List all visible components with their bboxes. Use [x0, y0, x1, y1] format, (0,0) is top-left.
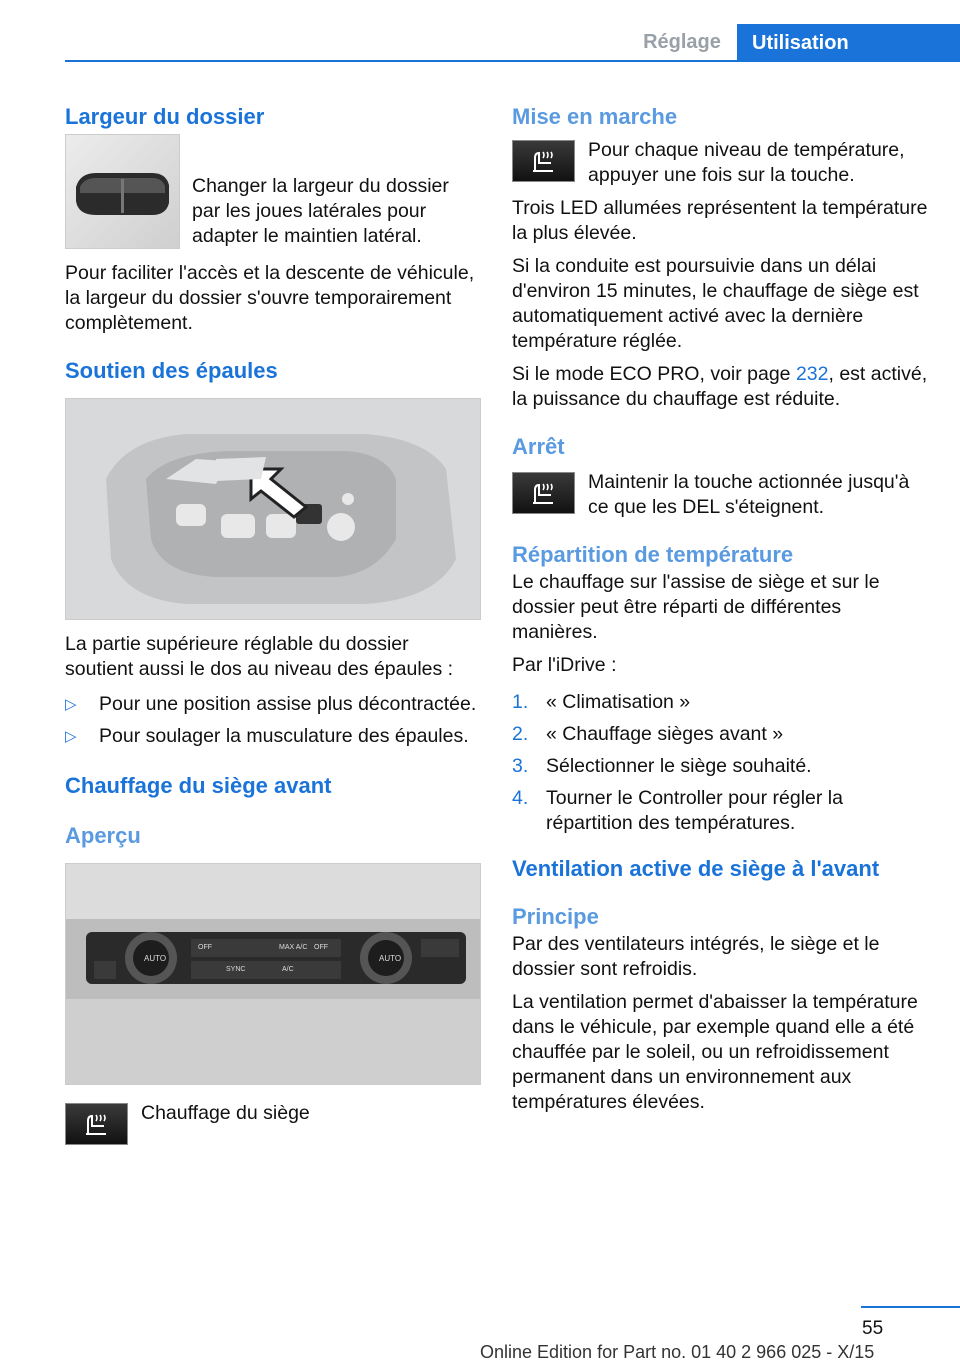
list-item: 3. Sélectionner le siège souhaité. [512, 755, 812, 777]
list-item: ▷ Pour une position assise plus décontractée. [65, 693, 477, 715]
list-item: 1. « Climatisation » [512, 691, 691, 713]
chauffage-caption: Chauffage du siège [141, 1102, 310, 1124]
header-rule [65, 60, 960, 62]
seat-heating-button[interactable] [65, 1103, 128, 1145]
right-column [512, 102, 932, 1115]
largeur-text: Changer la largeur du dossier par les joues latérales pour adapter le maintien latéral. [192, 175, 449, 247]
bullet-triangle-icon: ▷ [65, 728, 77, 745]
panel-label-auto-right: AUTO [379, 954, 402, 963]
panel-label-max-ac: MAX A/C [279, 944, 308, 951]
repartition-p1: Le chauffage sur l'assise de siège et sur le dossier peut être réparti de différentes manières. [512, 571, 880, 643]
soutien-bullets [65, 692, 481, 749]
chauffage-title: Chauffage du siège avant [65, 773, 332, 798]
left-column [65, 102, 481, 1145]
list-item: ▷ Pour soulager la musculature des épaules. [65, 725, 469, 747]
panel-label-auto-left: AUTO [144, 954, 167, 963]
ventilation-title: Ventilation active de siège à l'avant [512, 856, 880, 881]
panel-label-ac: A/C [282, 966, 294, 973]
seat-controls-image [65, 398, 481, 620]
seat-heating-button[interactable] [512, 472, 575, 514]
seat-heating-icon [529, 480, 559, 506]
backrest-switch-icon [66, 135, 179, 248]
tab-reglage[interactable]: Réglage [643, 30, 721, 53]
backrest-width-switch-image [65, 134, 180, 249]
seat-heating-icon [529, 148, 559, 174]
marche-text: Pour chaque niveau de température, appuyer une fois sur la touche. [588, 139, 905, 186]
panel-label-sync: SYNC [226, 966, 246, 973]
page-number: 55 [862, 1318, 884, 1339]
marche-p2: Si la conduite est poursuivie dans un délai d'environ 15 minutes, le chauffage de siège est automatiquement activé avec la dernière température réglée. [512, 255, 919, 352]
largeur-para: Pour faciliter l'accès et la descente de véhicule, la largeur du dossier s'ouvre temporairement complètement. [65, 262, 475, 334]
climate-panel-illustration [66, 864, 480, 1084]
marche-p1: Trois LED allumées représentent la température la plus élevée. [512, 197, 928, 244]
panel-label-off-2: OFF [314, 944, 328, 951]
footer-edition: Online Edition for Part no. 01 40 2 966 025 - X/15 [480, 1342, 875, 1362]
principe-p2: La ventilation permet d'abaisser la température dans le véhicule, par exemple quand elle a été chauffée par le soleil, ou un refroidissement permanent dans un environnement aux températures élevées. [512, 991, 918, 1113]
largeur-block [65, 134, 481, 249]
seat-heating-button[interactable] [512, 140, 575, 182]
arret-title: Arrêt [512, 434, 565, 459]
list-item: 2. « Chauffage sièges avant » [512, 723, 784, 745]
marche-p3: Si le mode ECO PRO, voir page 232, est activé, la puissance du chauffage est réduite. [512, 363, 928, 410]
soutien-title: Soutien des épaules [65, 358, 278, 383]
chauffage-caption-row [65, 1103, 481, 1145]
principe-p1: Par des ventilateurs intégrés, le siège et le dossier sont refroidis. [512, 933, 880, 980]
panel-label-off-1: OFF [198, 944, 212, 951]
list-item: 4. Tourner le Controller pour régler la répartition des températures. [512, 787, 843, 834]
page-link[interactable]: 232 [795, 363, 829, 385]
repartition-p2: Par l'iDrive : [512, 654, 617, 676]
seat-controls-illustration [66, 399, 480, 619]
apercu-title: Aperçu [65, 823, 141, 848]
principe-title: Principe [512, 904, 599, 929]
idrive-steps [512, 690, 932, 836]
climate-panel-image [65, 863, 481, 1085]
seat-heating-icon [82, 1111, 112, 1137]
tab-utilisation[interactable]: Utilisation [737, 24, 960, 62]
largeur-title: Largeur du dossier [65, 104, 265, 129]
marche-title: Mise en marche [512, 104, 678, 129]
footer-rule [861, 1306, 960, 1308]
bullet-triangle-icon: ▷ [65, 696, 77, 713]
soutien-para: La partie supérieure réglable du dossier soutient aussi le dos au niveau des épaules : [65, 633, 454, 680]
arret-block [512, 470, 932, 520]
repartition-title: Répartition de température [512, 542, 794, 567]
arret-text: Maintenir la touche actionnée jusqu'à ce que les DEL s'éteignent. [588, 471, 910, 518]
marche-block [512, 138, 932, 188]
